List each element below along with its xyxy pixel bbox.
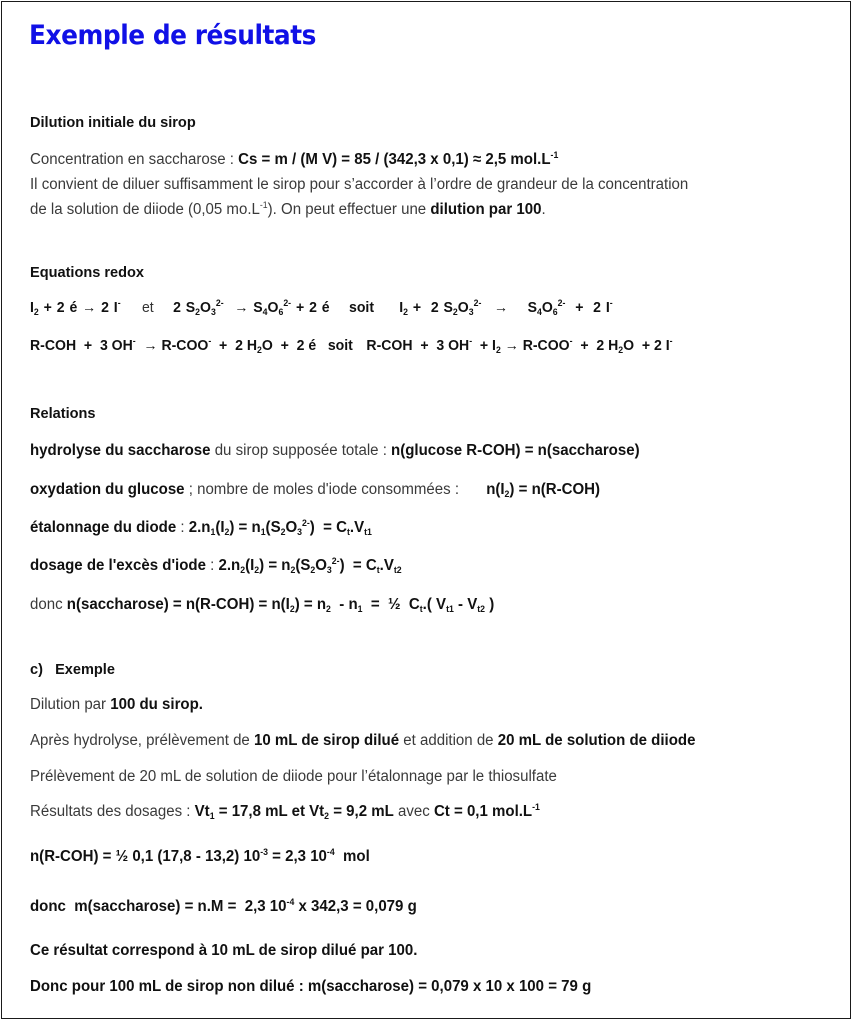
t: 2-: [473, 298, 482, 308]
t: 2: [254, 565, 260, 575]
t: donc m(saccharose) = n.M = 2,3 10: [30, 898, 287, 915]
redox-equation-iodine: [30, 300, 613, 316]
t: = 2,3 10: [267, 848, 327, 865]
t: -: [117, 298, 121, 308]
example-moles-result: [30, 848, 370, 866]
t: -: [669, 336, 673, 346]
concentration-label: Concentration en saccharose :: [30, 151, 239, 168]
t: 100 du sirop.: [110, 696, 203, 713]
t: O: [200, 300, 211, 316]
dilution-factor: dilution par 100: [430, 201, 542, 218]
t: .( V: [422, 596, 447, 613]
t: 2: [195, 307, 201, 317]
t: 4: [536, 307, 542, 317]
t: → S: [229, 300, 263, 316]
section-heading-example: c) Exemple: [30, 661, 115, 678]
t: 10 mL de sirop dilué: [253, 732, 400, 749]
t: 2-: [302, 518, 310, 528]
t: O: [541, 300, 553, 316]
t: + 2 I: [565, 300, 610, 316]
t: .V: [379, 557, 394, 574]
t: 3: [326, 565, 332, 575]
t: 2: [280, 527, 286, 537]
t: soit: [348, 300, 375, 316]
t: -1: [532, 802, 540, 812]
t: 2.n: [188, 519, 211, 536]
t: n(R-COH) = ½ 0,1 (17,8 - 13,2) 10: [30, 848, 261, 865]
t: -: [469, 336, 473, 346]
t: O: [285, 519, 298, 536]
example-final-result: Donc pour 100 mL de sirop non dilué : m(saccharose) = 0,079 x 10 x 100 = 79 g: [30, 978, 592, 995]
relation-hydrolysis: [30, 442, 640, 460]
t: O + 2 I: [623, 338, 670, 354]
section-heading-dilution: Dilution initiale du sirop: [30, 114, 196, 131]
t: 1: [260, 527, 266, 537]
t: (S: [265, 519, 281, 536]
text: de la solution de diiode (0,05 mo.L: [30, 201, 260, 218]
t: 2-: [557, 298, 566, 308]
t: 2-: [283, 298, 292, 308]
t: = ½ C: [362, 596, 420, 613]
t: 2-: [215, 298, 224, 308]
t: ) = n: [294, 596, 327, 613]
t: 2: [618, 345, 624, 355]
t: -3: [260, 847, 268, 857]
t: I: [30, 300, 34, 316]
t: + 2 é → 2 I: [38, 300, 118, 316]
t: 1: [210, 527, 216, 537]
t: 6: [278, 307, 284, 317]
t: 20 mL de solution de diiode: [497, 732, 696, 749]
t: Résultats des dosages :: [30, 803, 195, 820]
t: t1: [446, 604, 454, 614]
t: 3: [468, 307, 474, 317]
t: = 17,8 mL et Vt: [214, 803, 325, 820]
text: ). On peut effectuer une: [267, 201, 431, 218]
t: n(I: [486, 481, 505, 498]
t: O: [267, 300, 279, 316]
t: 2: [326, 604, 331, 614]
t: (I: [215, 519, 225, 536]
t: t2: [393, 565, 402, 575]
t: - V: [453, 596, 478, 613]
t: et addition de: [399, 732, 498, 749]
t: soit: [327, 338, 353, 354]
relation-conclusion: [30, 596, 494, 614]
t: ) = n: [229, 519, 261, 536]
t: 2: [310, 565, 316, 575]
redox-equation-glucose: [30, 338, 673, 354]
t: ) = C: [309, 519, 347, 536]
t: + 2 H: [572, 338, 619, 354]
t: mol: [334, 848, 370, 865]
t: + I: [472, 338, 496, 354]
t: 2 S: [173, 300, 196, 316]
t: 2-: [331, 556, 340, 566]
t: → R-COO: [139, 338, 209, 354]
section-heading-redox: Equations redox: [30, 264, 145, 281]
t: Ct = 0,1 mol.L: [433, 803, 533, 820]
t: oxydation du glucose: [30, 481, 185, 498]
t: = 9,2 mL: [329, 803, 394, 820]
exponent: -1: [259, 200, 268, 210]
t: 3: [210, 307, 216, 317]
t: du sirop supposée totale :: [210, 442, 392, 459]
t: (I: [245, 557, 255, 574]
t: 2: [504, 489, 510, 499]
t: (S: [295, 557, 311, 574]
t: t1: [364, 527, 372, 537]
relation-iodine-excess: [30, 557, 402, 575]
t: .V: [349, 519, 365, 536]
t: O: [315, 557, 327, 574]
t: -: [569, 336, 573, 346]
t: 2: [256, 345, 262, 355]
t: :: [205, 557, 219, 574]
t: -4: [286, 897, 295, 907]
t: R-COH + 3 OH: [30, 338, 133, 354]
t: I: [399, 300, 404, 316]
t: n(glucose R-COH) = n(saccharose): [391, 442, 640, 459]
t: dosage de l'excès d'iode: [30, 557, 206, 574]
t: 2: [495, 345, 501, 355]
t: :: [176, 519, 189, 536]
t: 2: [452, 307, 458, 317]
t: -: [609, 298, 613, 308]
relation-oxidation: [30, 481, 600, 499]
t: 2: [240, 565, 246, 575]
dilution-explanation-line2: [30, 201, 546, 219]
example-mass-result: [30, 898, 417, 916]
concentration-formula: Cs = m / (M V) = 85 / (342,3 x 0,1) ≈ 2,5 mol.L: [238, 151, 551, 168]
t: Vt: [194, 803, 210, 820]
t: Après hydrolyse, prélèvement de: [30, 732, 254, 749]
t: hydrolyse du saccharose: [30, 442, 211, 459]
t: O + 2 é: [261, 338, 317, 354]
t: étalonnage du diode: [30, 519, 177, 536]
t: ; nombre de moles d'iode consommées :: [184, 481, 460, 498]
t: 3: [297, 527, 303, 537]
example-note: Ce résultat correspond à 10 mL de sirop dilué par 100.: [30, 942, 418, 959]
t: 2: [403, 307, 408, 317]
t: t: [346, 527, 350, 537]
t: n(saccharose) = n(R-COH) = n(I: [66, 596, 290, 613]
t: 1: [357, 604, 363, 614]
t: avec: [393, 803, 434, 820]
t: 2.n: [218, 557, 241, 574]
t: 6: [552, 307, 558, 317]
example-dilution: [30, 696, 203, 714]
concentration-line: [30, 151, 558, 169]
t: 2: [290, 565, 296, 575]
t: 1: [209, 811, 215, 821]
t: donc: [30, 596, 67, 613]
t: 4: [262, 307, 268, 317]
t: - n: [330, 596, 358, 613]
dilution-explanation-line1: Il convient de diluer suffisamment le sirop pour s’accorder à l’ordre de grandeur de la concentration: [30, 176, 689, 193]
t: + 2 é: [291, 300, 330, 316]
t: 2: [224, 527, 230, 537]
t: 2: [33, 307, 39, 317]
t: → S: [489, 300, 537, 316]
relation-calibration: [30, 519, 372, 537]
t: et: [141, 300, 154, 316]
t: 2: [289, 604, 295, 614]
t: O: [457, 300, 469, 316]
example-calibration-sampling: Prélèvement de 20 mL de solution de diiode pour l’étalonnage par le thiosulfate: [30, 768, 557, 785]
t: -4: [326, 847, 335, 857]
text: .: [541, 201, 546, 218]
t: t: [376, 565, 380, 575]
t: + 2 S: [407, 300, 453, 316]
t: → R-COO: [500, 338, 570, 354]
t: t: [419, 604, 423, 614]
exponent: -1: [550, 150, 559, 160]
t: Dilution par: [30, 696, 111, 713]
page-title: Exemple de résultats: [29, 20, 316, 51]
t: ): [485, 596, 495, 613]
t: -: [208, 336, 212, 346]
section-heading-relations: Relations: [30, 405, 96, 422]
t: ) = n(R-COH): [509, 481, 601, 498]
t: -: [132, 336, 136, 346]
t: ) = C: [339, 557, 377, 574]
t: t2: [477, 604, 486, 614]
example-titration-results: [30, 803, 540, 821]
t: 2: [324, 811, 330, 821]
t: ) = n: [259, 557, 291, 574]
document-page: [1, 1, 851, 1019]
t: R-COH + 3 OH: [366, 338, 470, 354]
example-sampling: [30, 732, 695, 750]
t: x 342,3 = 0,079 g: [294, 898, 417, 915]
t: + 2 H: [211, 338, 257, 354]
